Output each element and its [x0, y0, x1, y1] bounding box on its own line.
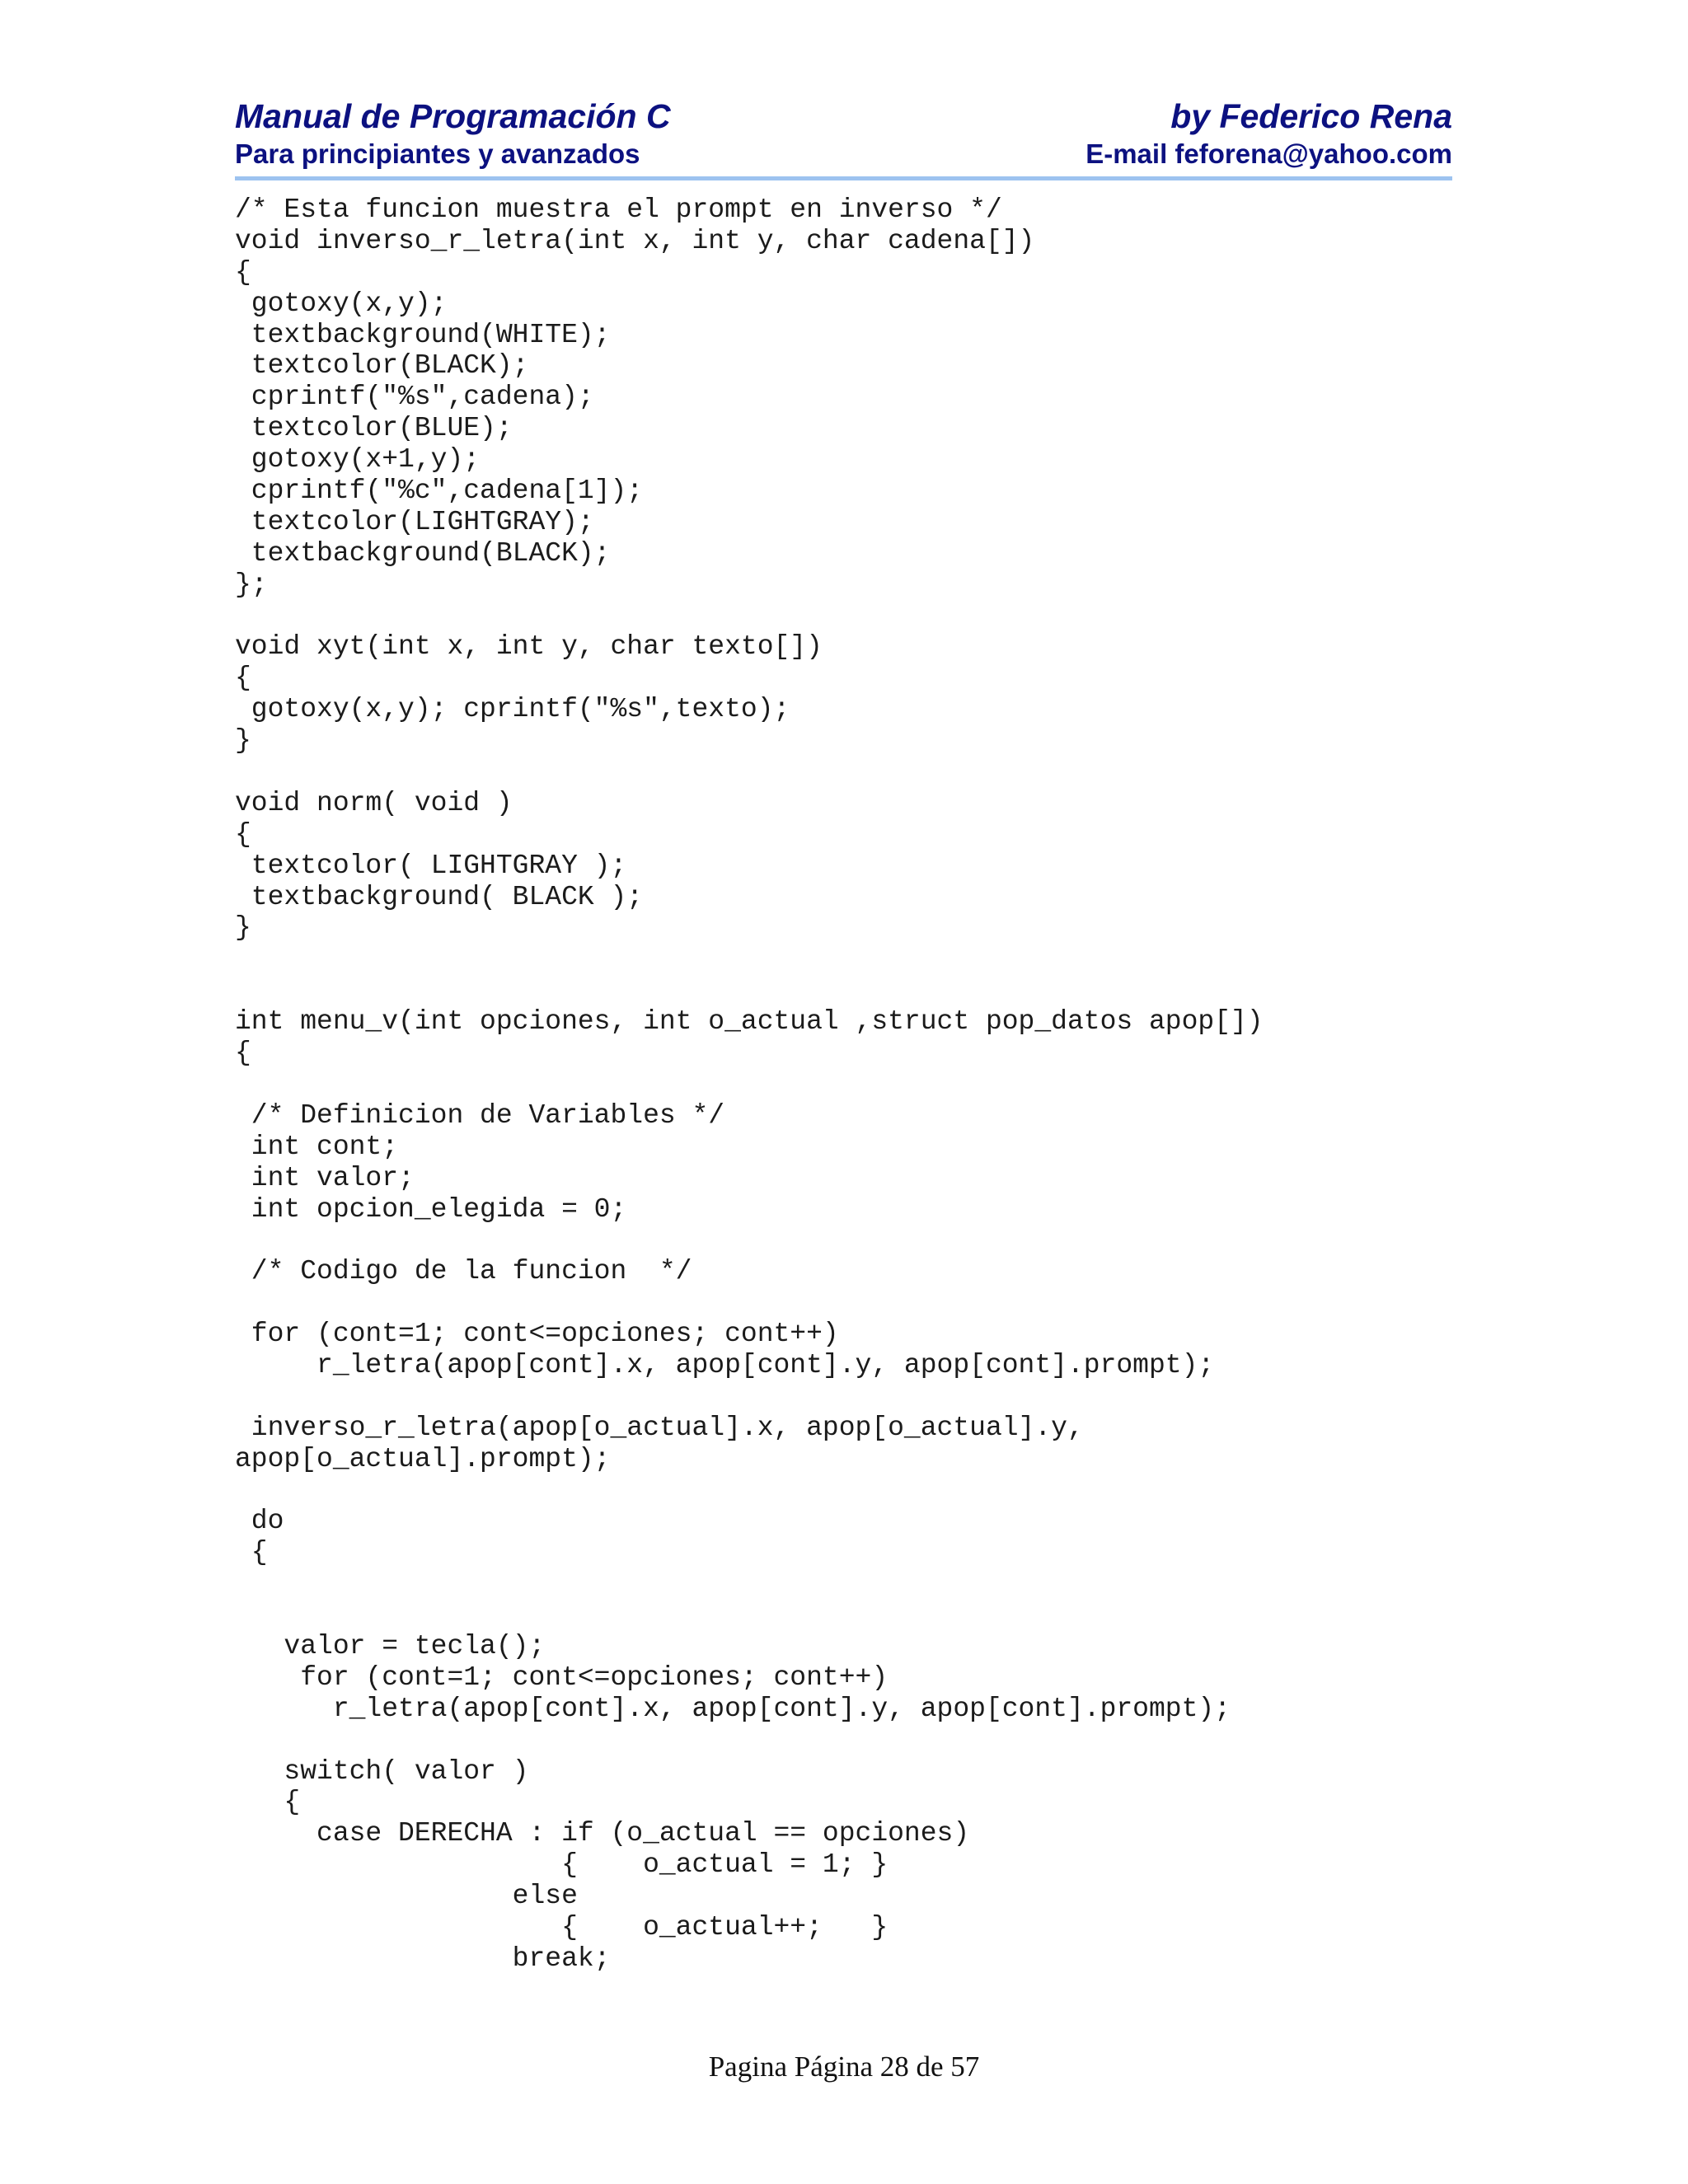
code-listing	[235, 194, 1264, 1975]
code-line: {	[235, 818, 251, 850]
code-line: textcolor(BLUE);	[235, 413, 513, 444]
manual-title: Manual de Programación C	[235, 97, 671, 135]
code-line: cprintf("%s",cadena);	[235, 382, 594, 413]
code-line: }	[235, 725, 251, 757]
code-line: { o_actual = 1; }	[235, 1849, 889, 1881]
code-line: textcolor(BLACK);	[235, 350, 529, 382]
code-line: case DERECHA : if (o_actual == opciones)	[235, 1818, 970, 1849]
code-line: textbackground(WHITE);	[235, 319, 611, 350]
code-line: void inverso_r_letra(int x, int y, char cadena[])	[235, 225, 1035, 256]
code-line	[235, 944, 1264, 975]
code-line: int opcion_elegida = 0;	[235, 1193, 627, 1225]
code-line	[235, 601, 1264, 632]
code-line: int cont;	[235, 1131, 399, 1162]
code-line: { o_actual++; }	[235, 1911, 889, 1943]
code-line: gotoxy(x,y);	[235, 288, 448, 319]
code-line: r_letra(apop[cont].x, apop[cont].y, apop[cont].prompt);	[235, 1349, 1215, 1380]
code-line: gotoxy(x+1,y);	[235, 444, 481, 476]
code-line	[235, 1287, 1264, 1319]
code-line: r_letra(apop[cont].x, apop[cont].y, apop[cont].prompt);	[235, 1693, 1231, 1724]
code-line: cprintf("%c",cadena[1]);	[235, 476, 644, 507]
code-line	[235, 1381, 1264, 1413]
code-line: textcolor(LIGHTGRAY);	[235, 506, 594, 537]
code-line: switch( valor )	[235, 1755, 529, 1787]
code-line: textbackground( BLACK );	[235, 881, 644, 912]
code-line: gotoxy(x,y); cprintf("%s",texto);	[235, 694, 790, 725]
code-line: /* Definicion de Variables */	[235, 1099, 725, 1131]
code-line: break;	[235, 1943, 611, 1974]
code-line: for (cont=1; cont<=opciones; cont++)	[235, 1319, 839, 1350]
code-line: /* Codigo de la funcion */	[235, 1256, 692, 1287]
code-line: {	[235, 663, 251, 694]
code-line: valor = tecla();	[235, 1630, 546, 1661]
code-line	[235, 1069, 1264, 1100]
code-line: do	[235, 1506, 284, 1537]
code-line: void xyt(int x, int y, char texto[])	[235, 631, 823, 663]
author-name: by Federico Rena	[1170, 97, 1452, 135]
code-line: int menu_v(int opciones, int o_actual ,struct pop_datos apop[])	[235, 1006, 1264, 1038]
code-line: {	[235, 256, 251, 288]
header-divider	[235, 176, 1452, 180]
code-line: for (cont=1; cont<=opciones; cont++)	[235, 1661, 889, 1693]
code-line: {	[235, 1537, 268, 1568]
code-line: }	[235, 912, 251, 944]
code-line: void norm( void )	[235, 787, 513, 818]
code-line: textbackground(BLACK);	[235, 537, 611, 569]
code-line	[235, 1225, 1264, 1256]
code-line: else	[235, 1881, 578, 1912]
code-line	[235, 1568, 1264, 1600]
author-email: E-mail feforena@yahoo.com	[1085, 138, 1452, 169]
code-line	[235, 1475, 1264, 1507]
code-line: };	[235, 569, 268, 600]
code-line: inverso_r_letra(apop[o_actual].x, apop[o_actual].y,	[235, 1412, 1084, 1443]
manual-subtitle: Para principiantes y avanzados	[235, 138, 640, 169]
code-line	[235, 975, 1264, 1006]
code-line: {	[235, 1038, 251, 1069]
code-line	[235, 1725, 1264, 1756]
code-line	[235, 757, 1264, 788]
page-number: Pagina Página 28 de 57	[708, 2050, 980, 2083]
code-line: {	[235, 1787, 301, 1818]
code-line	[235, 1600, 1264, 1631]
code-line: /* Esta funcion muestra el prompt en inverso */	[235, 194, 1002, 225]
code-line: textcolor( LIGHTGRAY );	[235, 850, 627, 881]
code-line: apop[o_actual].prompt);	[235, 1443, 611, 1474]
code-line: int valor;	[235, 1162, 415, 1193]
